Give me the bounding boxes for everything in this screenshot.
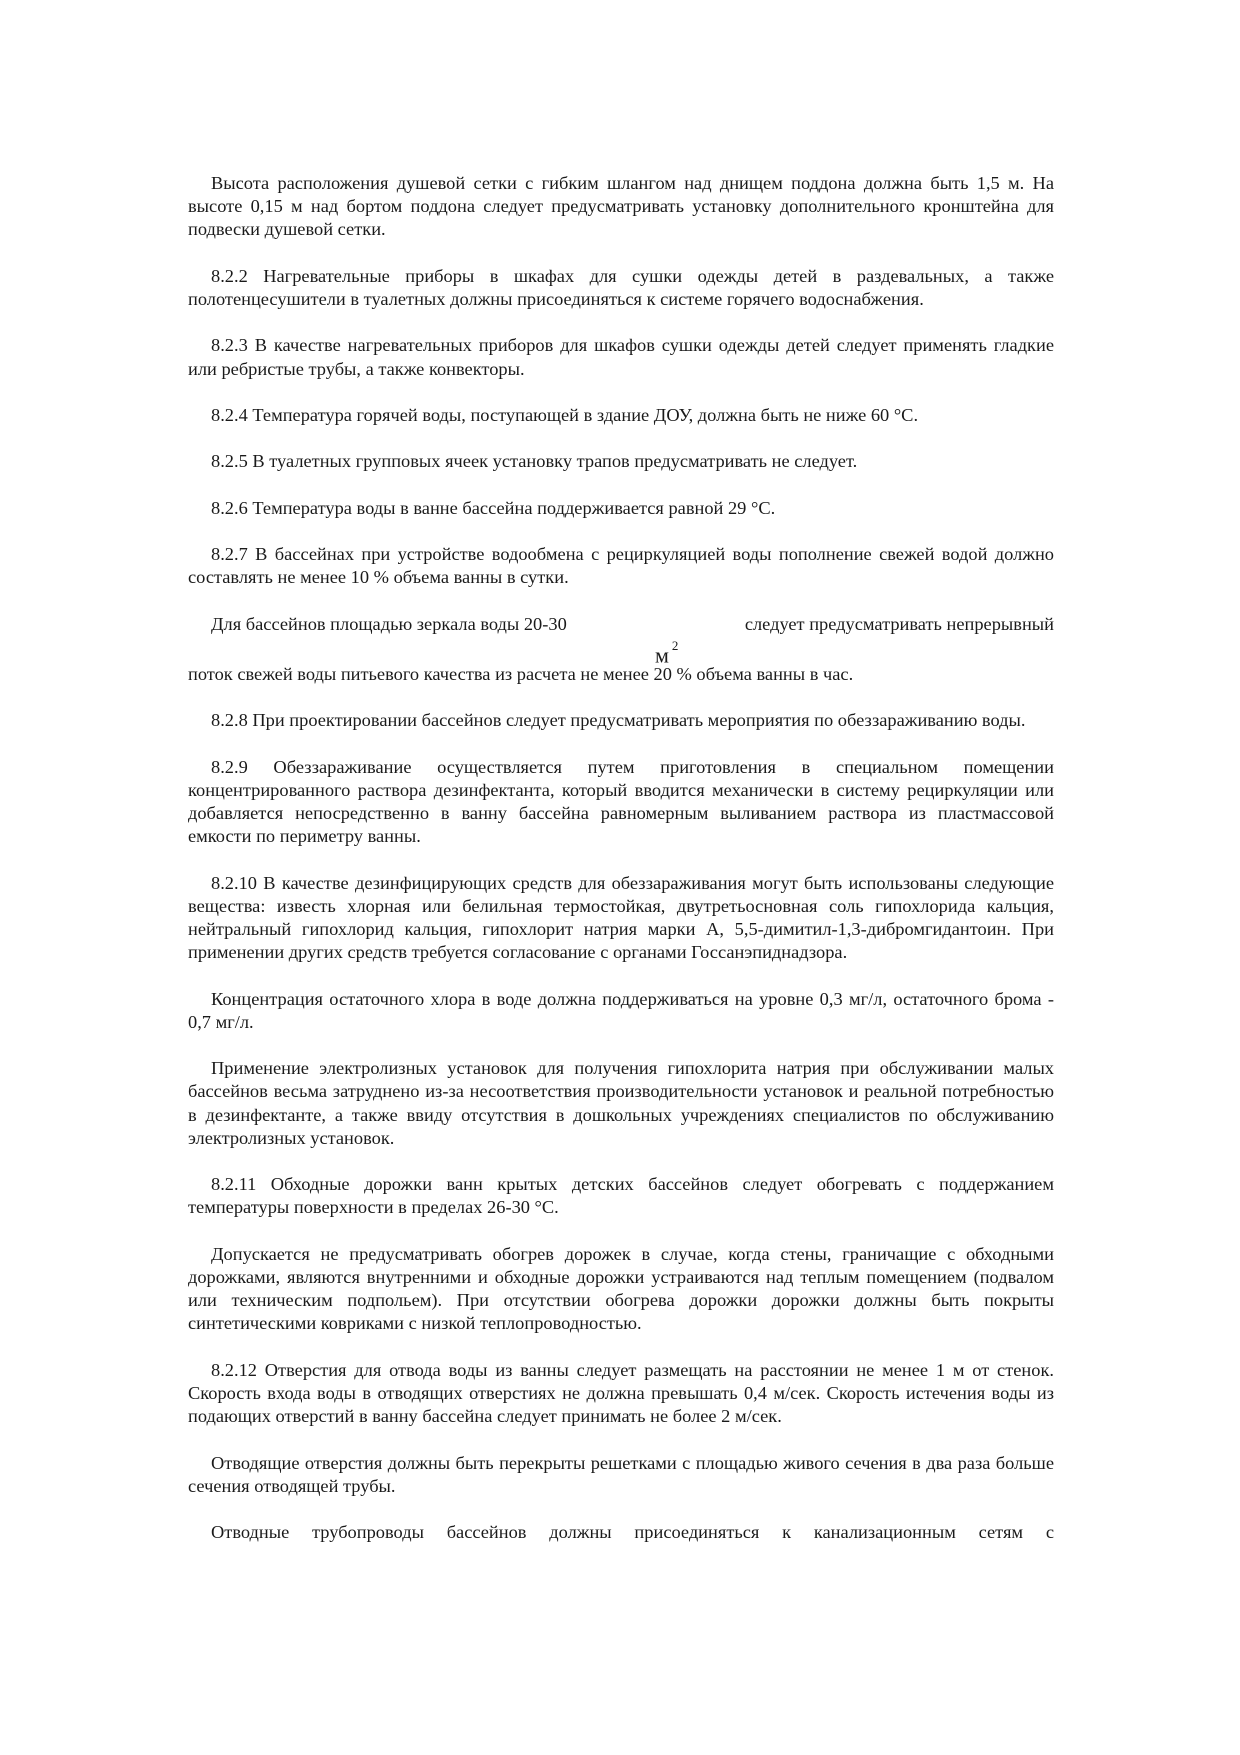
paragraph-8-2-5: 8.2.5 В туалетных групповых ячеек установку трапов предусматривать не следует.	[211, 451, 858, 472]
pool-area-formula-line	[188, 613, 1054, 668]
paragraph-shower-height: Высота расположения душевой сетки с гибким шлангом над днищем поддона должна быть 1,5 м. На высоте 0,15 м над бортом поддона следует предусматривать установку дополнительного кронштейна для подвески душевой сетки.	[188, 173, 1054, 240]
paragraph-8-2-12: 8.2.12 Отверстия для отвода воды из ванны следует размещать на расстоянии не менее 1 м от стенок. Скорость входа воды в отводящих отверстиях не должна превышать 0,4 м/сек. Скорость истечения воды из подающих отверстий в ванну бассейна следует принимать не более 2 м/сек.	[188, 1359, 1054, 1427]
paragraph-8-2-4: 8.2.4 Температура горячей воды, поступающей в здание ДОУ, должна быть не ниже 60 °С.	[211, 404, 919, 425]
document-page	[188, 172, 1054, 1544]
unit-exponent: 2	[671, 637, 679, 653]
paragraph-drain-grates: Отводящие отверстия должны быть перекрыты решетками с площадью живого сечения в два раза больше сечения отводящей трубы.	[188, 1452, 1054, 1496]
formula-continuation: поток свежей воды питьевого качества из расчета не менее 20 % объема ванны в час.	[188, 663, 854, 684]
formula-right-text: следует предусматривать непрерывный	[744, 613, 1054, 634]
square-meter-unit	[655, 637, 678, 668]
paragraph-chlorine-concentration: Концентрация остаточного хлора в воде должна поддерживаться на уровне 0,3 мг/л, остаточного брома - 0,7 мг/л.	[188, 988, 1054, 1032]
unit-symbol: м	[655, 642, 669, 668]
paragraph-8-2-6: 8.2.6 Температура воды в ванне бассейна поддерживается равной 29 °С.	[211, 497, 776, 518]
paragraph-8-2-10: 8.2.10 В качестве дезинфицирующих средств для обеззараживания могут быть использованы следующие вещества: известь хлорная или белильная термостойкая, двутретьосновная соль гипохлорида кальция, нейтральный гипохлорид кальция, гипохлорит натрия марки А, 5,5-димитил-1,3-дибромгидантоин. При применении других средств требуется согласование с органами Госсанэпиднадзора.	[188, 872, 1054, 963]
paragraph-drain-pipes: Отводные трубопроводы бассейнов должны присоединяться к канализационным сетям с	[211, 1522, 1054, 1543]
paragraph-8-2-11: 8.2.11 Обходные дорожки ванн крытых детских бассейнов следует обогревать с поддержанием температуры поверхности в пределах 26-30 °С.	[188, 1174, 1054, 1218]
paragraph-8-2-2: 8.2.2 Нагревательные приборы в шкафах для сушки одежды детей в раздевальных, а также полотенцесушители в туалетных должны присоединяться к системе горячего водоснабжения.	[188, 265, 1054, 309]
paragraph-8-2-7: 8.2.7 В бассейнах при устройстве водообмена с рециркуляцией воды пополнение свежей водой должно составлять не менее 10 % объема ванны в сутки.	[188, 544, 1054, 588]
paragraph-8-2-9: 8.2.9 Обеззараживание осуществляется путем приготовления в специальном помещении концентрированного раствора дезинфектанта, который вводится механически в систему рециркуляции или добавляется непосредственно в ванну бассейна равномерным выливанием раствора из пластмассовой емкости по периметру ванны.	[188, 756, 1054, 847]
paragraph-8-2-8: 8.2.8 При проектировании бассейнов следует предусматривать мероприятия по обеззараживанию воды.	[211, 710, 1026, 731]
paragraph-electrolysis: Применение электролизных установок для получения гипохлорита натрия при обслуживании малых бассейнов весьма затруднено из-за несоответствия производительности установок и реальной потребностью в дезинфектанте, а также ввиду отсутствия в дошкольных учреждениях специалистов по обслуживанию электролизных установок.	[188, 1058, 1054, 1148]
paragraph-walkway-heating: Допускается не предусматривать обогрев дорожек в случае, когда стены, граничащие с обходными дорожками, являются внутренними и обходные дорожки устраиваются над теплым помещением (подвалом или техническим подпольем). При отсутствии обогрева дорожки дорожки должны быть покрыты синтетическими ковриками с низкой теплопроводностью.	[188, 1243, 1054, 1334]
formula-left-text: Для бассейнов площадью зеркала воды 20-30	[211, 613, 567, 634]
paragraph-8-2-3: 8.2.3 В качестве нагревательных приборов для шкафов сушки одежды детей следует применять гладкие или ребристые трубы, а также конвекторы.	[188, 335, 1054, 379]
